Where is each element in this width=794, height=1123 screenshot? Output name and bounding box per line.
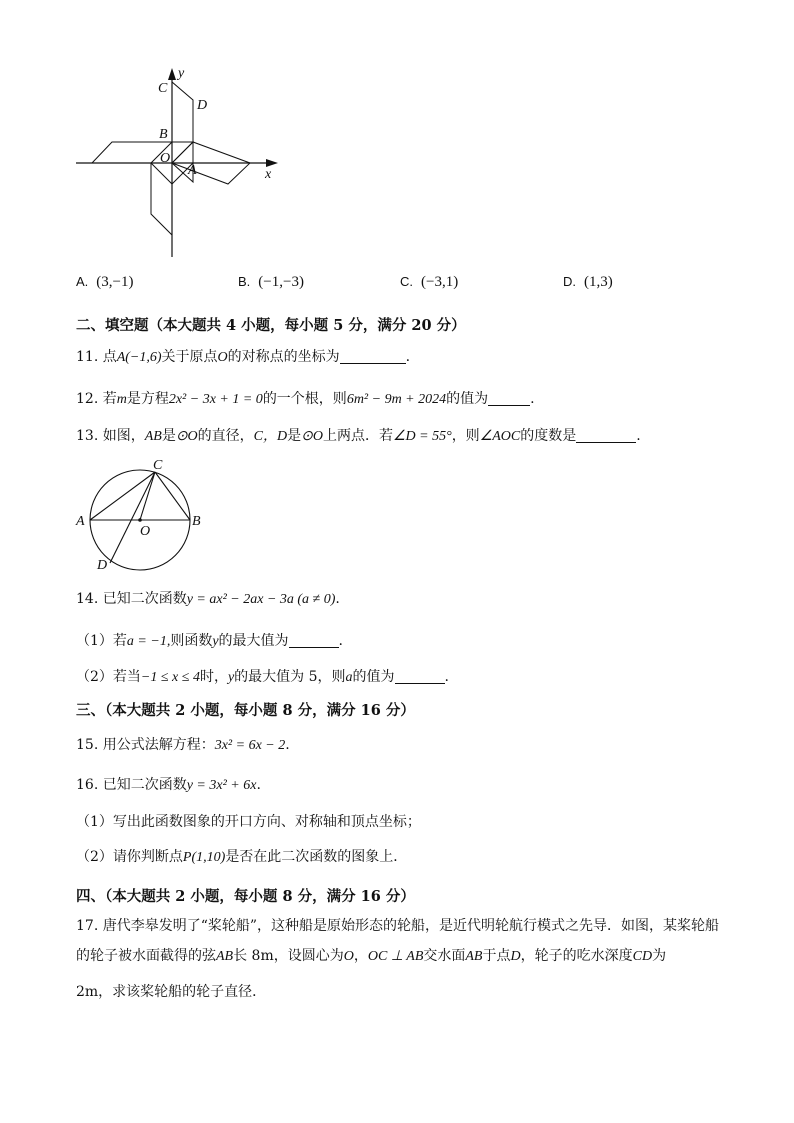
text: . bbox=[444, 669, 449, 685]
text: . bbox=[338, 633, 343, 649]
math: a bbox=[345, 670, 353, 685]
answer-blank[interactable] bbox=[395, 669, 445, 684]
text: 已知二次函数 bbox=[102, 591, 187, 607]
text: 是 bbox=[161, 428, 176, 444]
text: 于点 bbox=[482, 948, 511, 964]
math: CD bbox=[632, 949, 653, 964]
question-17-line3: 2m，求该桨轮船的轮子直径． bbox=[76, 984, 267, 1000]
text: 用公式法解方程： bbox=[102, 737, 215, 753]
option-label: D. bbox=[563, 274, 576, 289]
label-A: A bbox=[76, 514, 85, 529]
math: AB bbox=[465, 949, 483, 964]
section-heading-4: 四、（本大题共 2 小题，每小题 8 分，满分 16 分） bbox=[76, 888, 415, 905]
text: ，轮子的吃水深度 bbox=[520, 948, 633, 964]
math: 2x² − 3x + 1 = 0 bbox=[168, 392, 263, 407]
label-C: C bbox=[153, 458, 163, 473]
question-number: 13. bbox=[76, 428, 99, 444]
label-D: D bbox=[97, 558, 108, 573]
math: y = 3x² + 6x bbox=[186, 778, 257, 793]
math: y bbox=[227, 670, 235, 685]
math: y = ax² − 2ax − 3a (a ≠ 0) bbox=[186, 592, 336, 607]
question-14-part2 bbox=[76, 668, 449, 687]
answer-blank[interactable] bbox=[488, 391, 530, 406]
label-O: O bbox=[160, 151, 171, 166]
math: D bbox=[510, 949, 521, 964]
option-value: (3,−1) bbox=[96, 274, 134, 290]
text: 若 bbox=[102, 391, 117, 407]
answer-blank[interactable] bbox=[289, 633, 339, 648]
question-number: 15. bbox=[76, 737, 99, 753]
text: 点 bbox=[102, 349, 117, 365]
text: 的对称点的坐标为 bbox=[227, 349, 340, 365]
parallelogram-left bbox=[92, 142, 193, 163]
option-value: (1,3) bbox=[584, 274, 613, 290]
text: 上两点．若 bbox=[322, 428, 393, 444]
text: 是方程 bbox=[126, 391, 169, 407]
text: 则函数 bbox=[170, 633, 213, 649]
question-number: 12. bbox=[76, 391, 99, 407]
math: 3x² = 6x − 2 bbox=[214, 738, 286, 753]
question-16-part1: （1）写出此函数图象的开口方向、对称轴和顶点坐标； bbox=[76, 814, 421, 830]
question-number: 14. bbox=[76, 591, 99, 607]
text: 的最大值为 bbox=[218, 633, 289, 649]
answer-blank[interactable] bbox=[340, 349, 406, 364]
question-16 bbox=[76, 776, 261, 795]
option-value: (−1,−3) bbox=[258, 274, 304, 290]
math: ⊙O bbox=[301, 429, 323, 444]
question-13 bbox=[76, 427, 641, 446]
math: A(−1,6) bbox=[116, 350, 162, 365]
text: （2）若当 bbox=[76, 669, 141, 685]
label-A: A bbox=[188, 163, 197, 178]
question-number: 16. bbox=[76, 777, 99, 793]
question-16-part2 bbox=[76, 848, 407, 867]
math: O bbox=[343, 949, 354, 964]
question-17-line2 bbox=[76, 947, 666, 966]
label-O: O bbox=[140, 524, 151, 539]
text: （1）若 bbox=[76, 633, 127, 649]
text: 的最大值为 5，则 bbox=[234, 669, 346, 685]
question-14 bbox=[76, 590, 340, 609]
option-a bbox=[76, 274, 134, 291]
math: −1 ≤ x ≤ 4 bbox=[140, 670, 200, 685]
math: OC ⊥ AB bbox=[367, 949, 424, 964]
text: 交水面 bbox=[423, 948, 466, 964]
text: 长 8m，设圆心为 bbox=[233, 948, 344, 964]
text: . bbox=[256, 777, 261, 793]
math: ∠AOC bbox=[479, 429, 521, 444]
answer-blank[interactable] bbox=[576, 428, 636, 443]
text: 的值为 bbox=[446, 391, 489, 407]
text: 是否在此二次函数的图象上． bbox=[225, 849, 408, 865]
question-15 bbox=[76, 736, 290, 755]
label-B: B bbox=[159, 127, 168, 142]
question-12 bbox=[76, 390, 535, 409]
math: y bbox=[212, 634, 219, 649]
text: 的一个根，则 bbox=[262, 391, 347, 407]
option-label: C. bbox=[400, 274, 413, 289]
math: ∠D = 55° bbox=[392, 429, 452, 444]
math: ⊙O bbox=[175, 429, 198, 444]
label-B: B bbox=[192, 514, 201, 529]
option-label: A. bbox=[76, 274, 89, 289]
text: . bbox=[405, 349, 411, 365]
option-c bbox=[400, 274, 458, 291]
text: 是 bbox=[287, 428, 302, 444]
option-value: (−3,1) bbox=[421, 274, 459, 290]
label-y: y bbox=[178, 66, 185, 81]
square-edge bbox=[151, 163, 172, 184]
circle-figure bbox=[70, 456, 220, 576]
label-C: C bbox=[158, 81, 168, 96]
coordinate-figure bbox=[70, 62, 290, 262]
option-d bbox=[563, 274, 613, 291]
segment-oc bbox=[140, 472, 155, 520]
text: . bbox=[335, 591, 340, 607]
section-heading-3: 三、（本大题共 2 小题，每小题 8 分，满分 16 分） bbox=[76, 702, 415, 719]
math: a = −1, bbox=[126, 634, 171, 649]
chord-cd bbox=[110, 472, 155, 563]
text: 时， bbox=[199, 669, 228, 685]
label-D: D bbox=[197, 98, 208, 113]
math: 6m² − 9m + 2024 bbox=[346, 392, 447, 407]
center-dot bbox=[138, 518, 142, 522]
text: 如图， bbox=[102, 428, 145, 444]
text: 的值为 bbox=[352, 669, 395, 685]
math: m bbox=[116, 392, 127, 407]
option-label: B. bbox=[238, 274, 251, 289]
text: 的度数是 bbox=[520, 428, 577, 444]
math: C，D bbox=[253, 429, 288, 444]
text: 为 bbox=[652, 948, 667, 964]
text: 关于原点 bbox=[161, 349, 218, 365]
math: AB bbox=[144, 429, 162, 444]
math: O bbox=[217, 350, 228, 365]
option-b bbox=[238, 274, 304, 291]
text: . bbox=[530, 391, 535, 407]
text: ， bbox=[353, 948, 368, 964]
segment-cb bbox=[155, 472, 190, 520]
question-11 bbox=[76, 348, 410, 367]
math: AB bbox=[216, 949, 234, 964]
label-x: x bbox=[265, 167, 272, 182]
text: 已知二次函数 bbox=[102, 777, 187, 793]
x-axis-arrow bbox=[266, 159, 278, 167]
text: 的直径， bbox=[197, 428, 254, 444]
text: ，则 bbox=[451, 428, 480, 444]
text: . bbox=[285, 737, 290, 753]
question-number: 11. bbox=[76, 349, 99, 365]
math: P(1,10) bbox=[182, 850, 226, 865]
text: . bbox=[636, 428, 641, 444]
section-heading-2: 二、填空题（本大题共 4 小题，每小题 5 分，满分 20 分） bbox=[76, 317, 466, 334]
text: 的轮子被水面截得的弦 bbox=[76, 948, 216, 964]
text: （2）请你判断点 bbox=[76, 849, 183, 865]
question-14-part1 bbox=[76, 632, 343, 651]
segment-ac bbox=[90, 472, 155, 520]
y-axis-arrow bbox=[168, 68, 176, 80]
question-17-line1: 17. 唐代李皋发明了“桨轮船”，这种船是原始形态的轮船，是近代明轮航行模式之先导．如图，某桨轮船 bbox=[76, 918, 720, 934]
